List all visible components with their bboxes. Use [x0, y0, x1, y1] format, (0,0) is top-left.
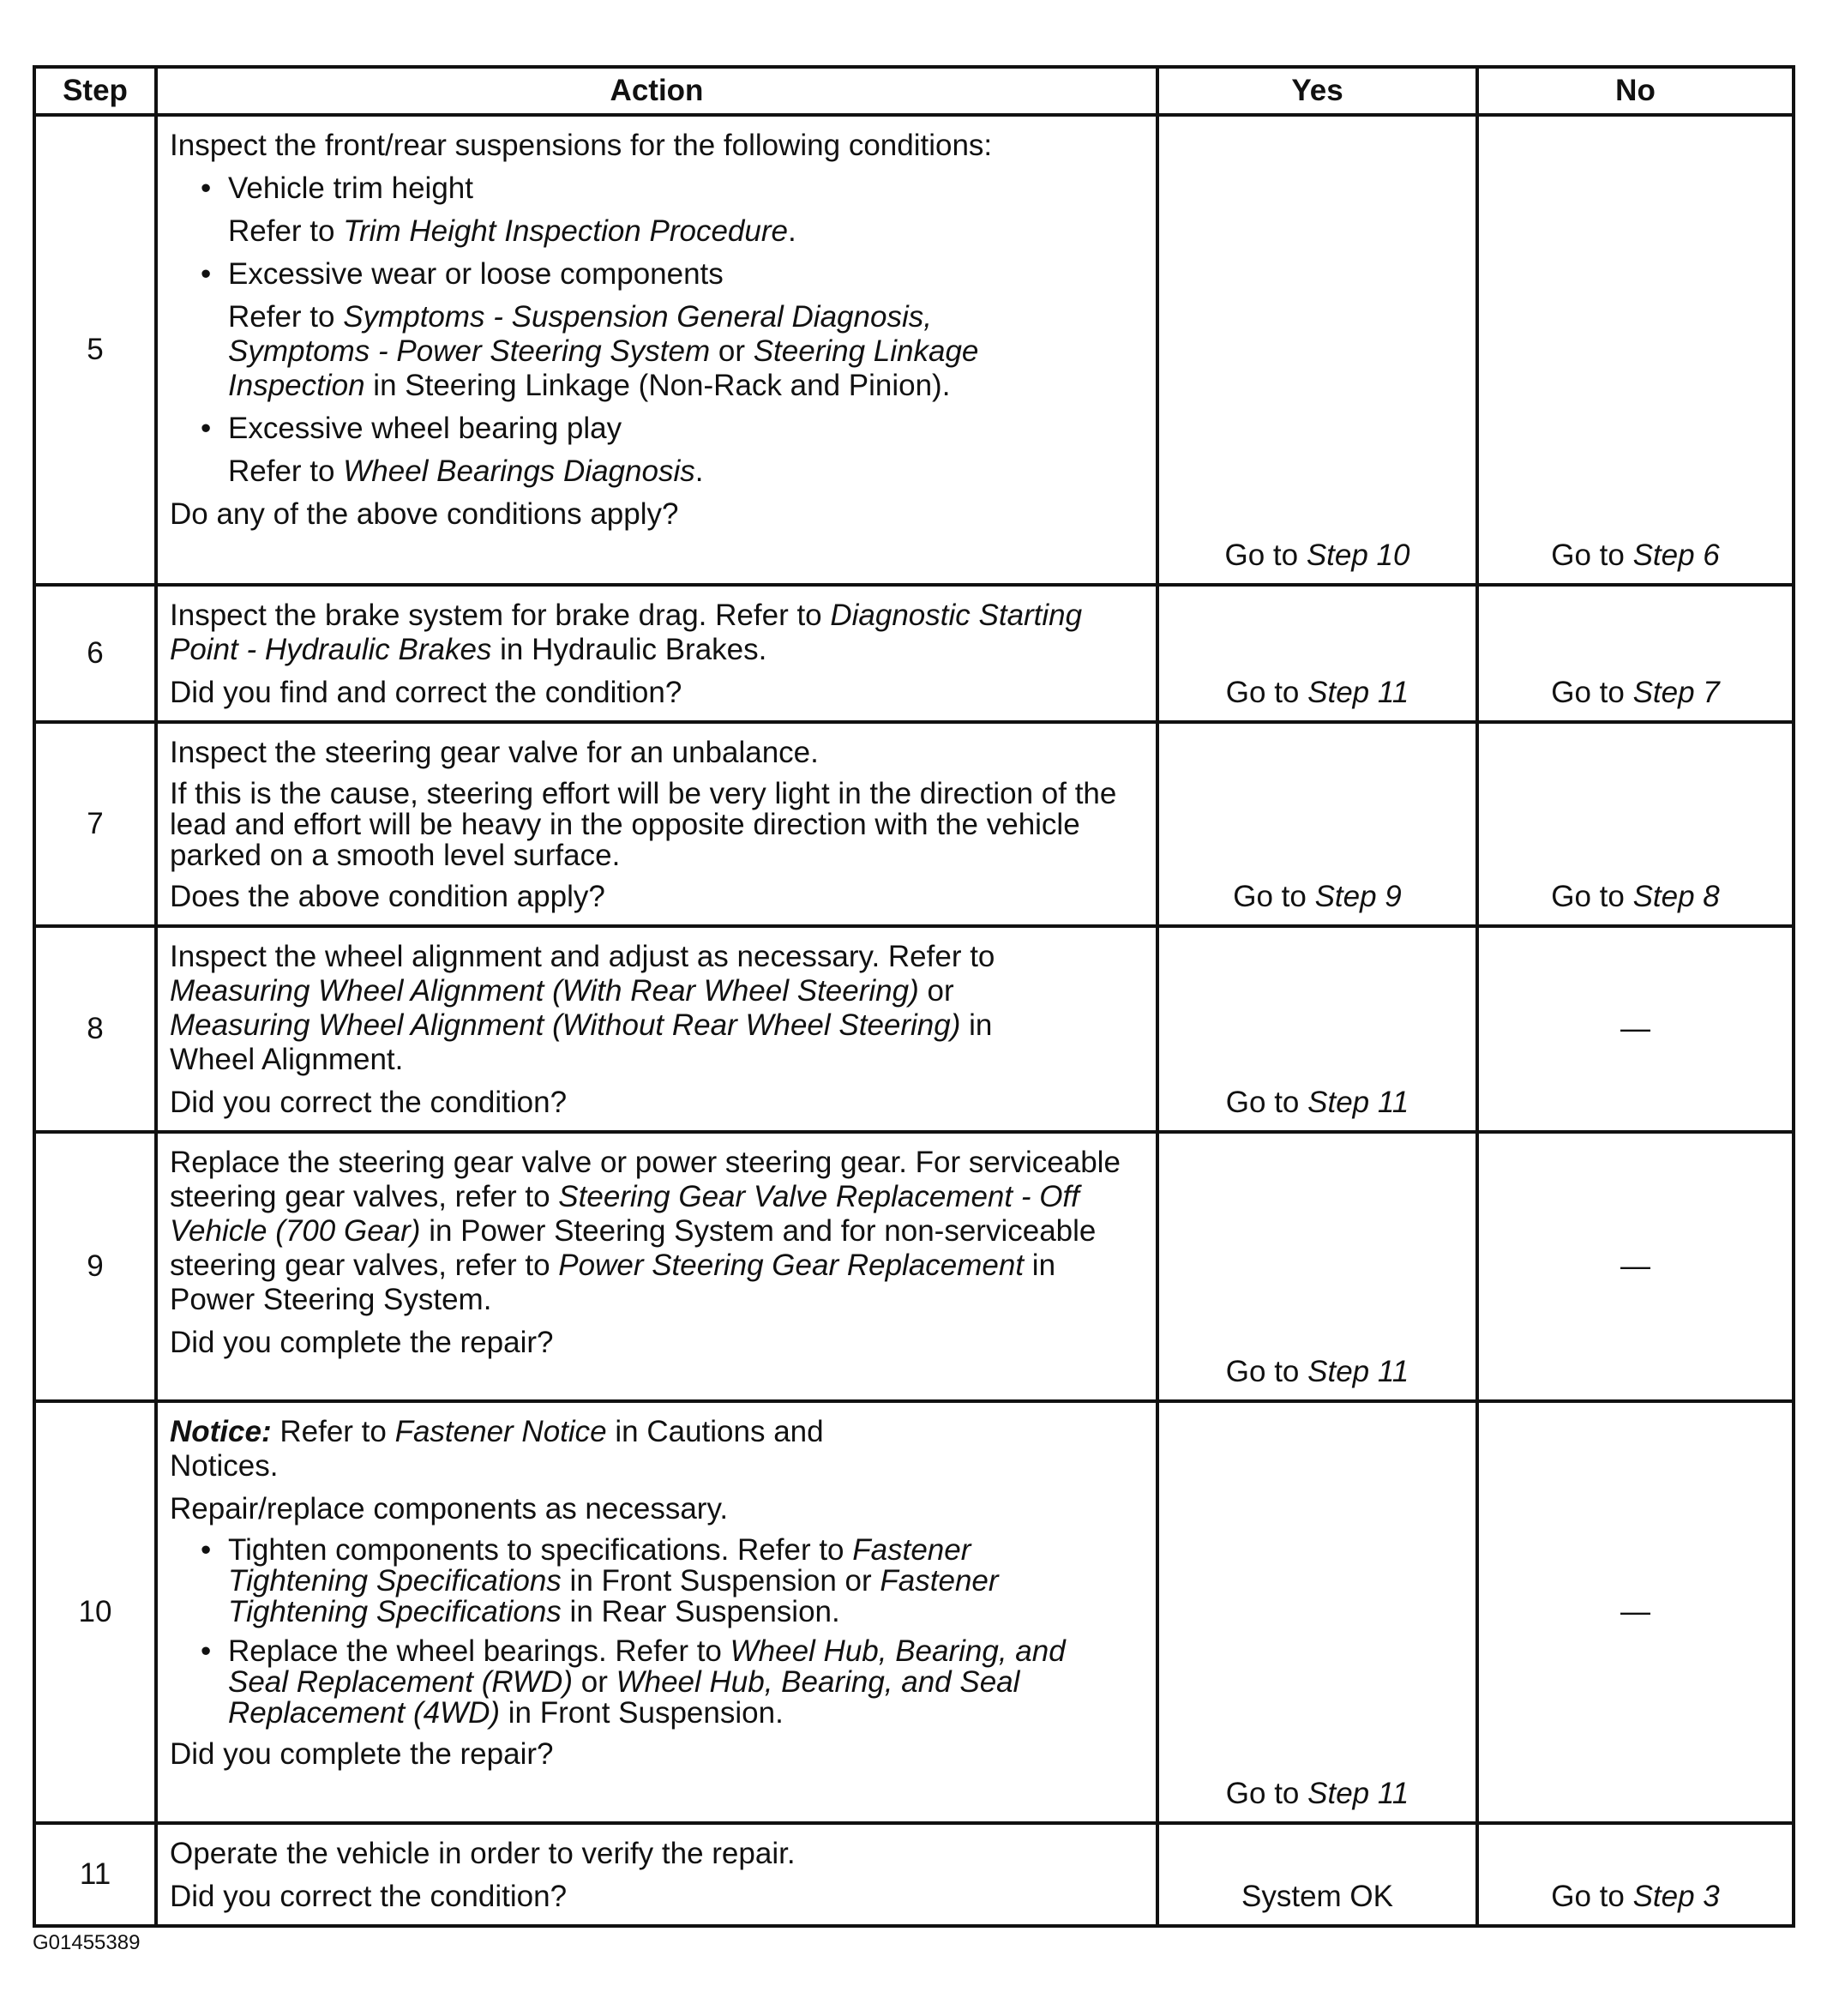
action-cell [156, 1401, 1157, 1823]
goto-step: Step 7 [1632, 676, 1720, 709]
bullet-item: • Tighten components to specifications. Refer to Fastener Tightening Specifications in Front Suspension or Fastener Tightening Specifications in Rear Suspension. [170, 1535, 1000, 1628]
bullet-item: • Excessive wear or loose components [170, 257, 1140, 292]
reference-link: Fastener Tightening Specifications [228, 1564, 999, 1628]
table-row [34, 1823, 1794, 1926]
goto-step: Step 8 [1632, 880, 1720, 913]
table-row [34, 1132, 1794, 1401]
step-number: 7 [34, 722, 156, 926]
reference-link: Measuring Wheel Alignment (With Rear Wheel Steering) [170, 974, 919, 1008]
table-row [34, 722, 1794, 926]
action-text: Inspect the front/rear suspensions for the following conditions: [170, 129, 993, 162]
reference-link: Power Steering Gear Replacement [558, 1249, 1025, 1282]
action-text: Repair/replace components as necessary. [170, 1492, 729, 1526]
step-number: 8 [34, 926, 156, 1132]
table-row [34, 115, 1794, 585]
question-text: Did you correct the condition? [170, 1880, 568, 1913]
bullet-item: • Excessive wheel bearing play [170, 412, 1140, 446]
reference-link: Trim Height Inspection Procedure [343, 214, 788, 248]
notice-label: Notice: [170, 1415, 272, 1448]
reference-text: Refer to Symptoms - Suspension General Diagnosis, Symptoms - Power Steering System or Steering Linkage Inspection in Steering Linkage (Non-Rack and Pinion). [228, 300, 979, 402]
reference-link: Diagnostic Starting Point - Hydraulic Brakes [170, 599, 1083, 666]
header-yes: Yes [1157, 67, 1477, 115]
step-number: 11 [34, 1823, 156, 1926]
question-text: Did you find and correct the condition? [170, 676, 682, 709]
reference-link: Measuring Wheel Alignment (Without Rear Wheel Steering) [170, 1008, 961, 1042]
goto-step: Step 9 [1314, 880, 1402, 913]
header-action: Action [156, 67, 1157, 115]
goto-step: Step 11 [1307, 1355, 1409, 1388]
reference-link: Wheel Hub, Bearing, and Seal Replacement (4WD) [228, 1665, 1020, 1730]
reference-link: Fastener Tightening Specifications [228, 1533, 971, 1598]
action-cell [156, 1132, 1157, 1401]
step-number: 9 [34, 1132, 156, 1401]
table-row [34, 926, 1794, 1132]
step-number: 10 [34, 1401, 156, 1823]
yes-cell: Go to Step 10 [1157, 115, 1477, 585]
question-text: Do any of the above conditions apply? [170, 497, 679, 531]
action-text: Replace the steering gear valve or power steering gear. For serviceable steering gear valves, refer to Steering Gear Valve Replacement - Off Vehicle (700 Gear) in Power Steering System and for non-serviceable steering gear valves, refer to Power Steering Gear Replacement in Power Steering System. [170, 1146, 1121, 1316]
diagnostic-table [33, 65, 1795, 1928]
action-text: If this is the cause, steering effort will be very light in the direction of the lead and effort will be heavy in the opposite direction with the vehicle parked on a smooth level surface. [170, 777, 1117, 872]
question-text: Did you complete the repair? [170, 1737, 554, 1771]
table-row [34, 1401, 1794, 1823]
no-cell: Go to Step 8 [1477, 722, 1794, 926]
reference-link: Wheel Bearings Diagnosis [343, 454, 695, 488]
no-cell: — [1477, 1132, 1794, 1401]
reference-link: Symptoms - Suspension General Diagnosis, Symptoms - Power Steering System [228, 300, 932, 368]
action-cell [156, 585, 1157, 722]
question-text: Does the above condition apply? [170, 880, 605, 913]
question-text: Did you complete the repair? [170, 1326, 554, 1359]
yes-cell: Go to Step 9 [1157, 722, 1477, 926]
goto-step: Step 11 [1307, 1777, 1409, 1810]
reference-text: Refer to Trim Height Inspection Procedure. [228, 214, 796, 248]
reference-link: Wheel Hub, Bearing, and Seal Replacement (RWD) [228, 1634, 1066, 1699]
action-cell [156, 115, 1157, 585]
no-cell: Go to Step 3 [1477, 1823, 1794, 1926]
action-cell [156, 1823, 1157, 1926]
step-number: 5 [34, 115, 156, 585]
reference-link: Fastener Notice [394, 1415, 607, 1448]
no-cell: Go to Step 6 [1477, 115, 1794, 585]
header-step: Step [34, 67, 156, 115]
notice-text: Notice: Refer to Fastener Notice in Cautions and Notices. [170, 1415, 824, 1483]
header-no: No [1477, 67, 1794, 115]
no-cell: Go to Step 7 [1477, 585, 1794, 722]
action-cell [156, 926, 1157, 1132]
step-number: 6 [34, 585, 156, 722]
action-text: Inspect the steering gear valve for an unbalance. [170, 736, 819, 769]
action-text: Operate the vehicle in order to verify the repair. [170, 1837, 796, 1870]
goto-step: Step 11 [1307, 1086, 1409, 1119]
table-row [34, 585, 1794, 722]
goto-step: Step 10 [1306, 539, 1410, 572]
action-text: Inspect the wheel alignment and adjust as necessary. Refer to Measuring Wheel Alignment (With Rear Wheel Steering) or Measuring Wheel Alignment (Without Rear Wheel Steering) in Wheel Alignment. [170, 940, 995, 1076]
yes-cell: Go to Step 11 [1157, 926, 1477, 1132]
bullet-item: • Replace the wheel bearings. Refer to Wheel Hub, Bearing, and Seal Replacement (RWD) or Wheel Hub, Bearing, and Seal Replacement (4WD) in Front Suspension. [170, 1636, 1094, 1729]
header-row [34, 67, 1794, 115]
goto-step: Step 11 [1307, 676, 1409, 709]
action-cell [156, 722, 1157, 926]
reference-text: Refer to Wheel Bearings Diagnosis. [228, 454, 704, 488]
yes-cell: Go to Step 11 [1157, 585, 1477, 722]
yes-cell: System OK [1157, 1823, 1477, 1926]
figure-id: G01455389 [33, 1931, 141, 1954]
reference-link: Steering Linkage Inspection [228, 334, 979, 402]
goto-step: Step 6 [1632, 539, 1720, 572]
action-text: Inspect the brake system for brake drag. Refer to Diagnostic Starting Point - Hydraulic Brakes in Hydraulic Brakes. [170, 599, 1083, 666]
no-cell: — [1477, 926, 1794, 1132]
no-cell: — [1477, 1401, 1794, 1823]
goto-step: Step 3 [1632, 1880, 1720, 1913]
yes-cell: Go to Step 11 [1157, 1132, 1477, 1401]
reference-link: Steering Gear Valve Replacement - Off Vehicle (700 Gear) [170, 1180, 1079, 1248]
bullet-item: • Vehicle trim height [170, 172, 1140, 206]
question-text: Did you correct the condition? [170, 1086, 568, 1119]
yes-cell: Go to Step 11 [1157, 1401, 1477, 1823]
